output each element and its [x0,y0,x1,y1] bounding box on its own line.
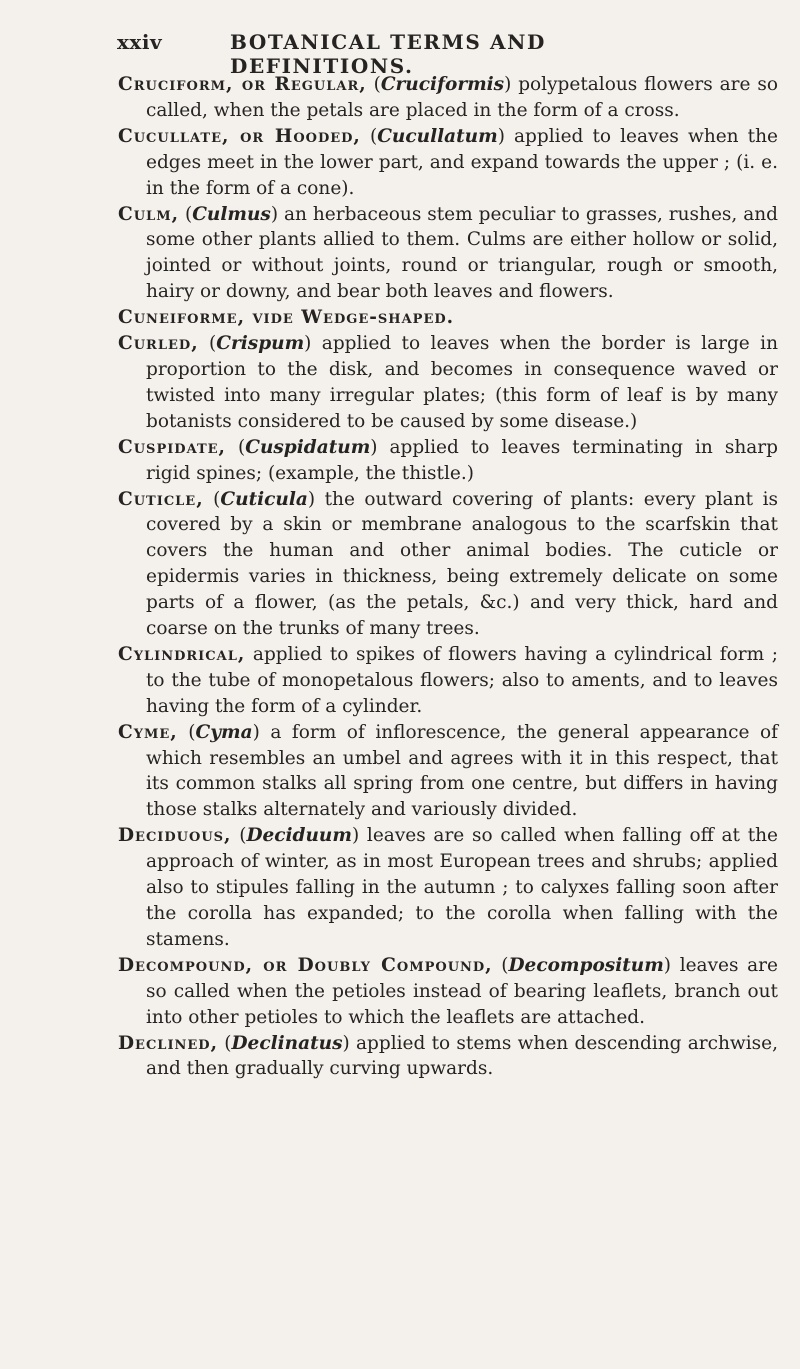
entry-definition: a form of inflorescence, the general appearance of which resembles an umbel and agrees with it in this respect, that its common stalks all spring from one centre, but differs in having those stalks alternately and variously divided. [146,721,778,821]
glossary-entry-decompound: Decompound, or Doubly Compound, (Decompositum) leaves are so called when the petioles instead of bearing leaflets, branch out into other petioles to which the leaflets are attached. [118,954,778,1028]
entry-term: Deciduous, [118,825,232,847]
entry-term: Cuticle, [118,488,204,510]
entry-definition: polypetalous flowers are so called, when the petals are placed in the form of a cross. [146,74,778,121]
glossary-entry-cucullate: Cucullate, or Hooded, (Cucullatum) applied to leaves when the edges meet in the lower part, and expand towards the upper ; (i. e. in the form of a cone). [118,125,778,199]
entry-latin: Cruciformis [380,74,505,95]
page-number: xxiv [117,30,163,54]
entry-definition: leaves are so called when falling off at the approach of winter, as in most European trees and shrubs; applied also to stipules falling in the autumn ; to calyxes falling soon after the corolla has expanded; to the corolla when falling with the stamens. [146,825,779,950]
entry-term: Cuneiforme, vide Wedge-shaped. [118,307,455,329]
entry-definition: the outward covering of plants: every plant is covered by a skin or membrane analogous to the scarfskin that covers the human and other animal bodies. The cuticle or epidermis varies in thickness, being extremely delicate on some parts of a flower, (as the petals, &c.) and very thick, hard and coarse on the trunks of many trees. [146,488,778,640]
entry-latin: Culmus [192,203,271,225]
glossary-entry-culm: Culm, (Culmus) an herbaceous stem peculiar to grasses, rushes, and some other plants allied to them. Culms are either hollow or solid, jointed or without joints, round or triangular, rough or smooth, hairy or downy, and bear both leaves and flowers. [118,203,778,303]
glossary-entry-deciduous: Deciduous, (Deciduum) leaves are so called when falling off at the approach of winter, as in most European trees and shrubs; applied also to stipules falling in the autumn ; to calyxes falling soon after the corolla has expanded; to the corolla when falling with the stamens. [118,825,779,950]
entry-term: Culm, [118,203,180,225]
glossary-entry-declined: Declined, (Declinatus) applied to stems when descending archwise, and then gradually curving upwards. [118,1032,778,1080]
entry-definition: applied to spikes of flowers having a cylindrical form ; to the tube of monopetalous flowers; also to aments, and to leaves having the form of a cylinder. [146,643,779,717]
entry-definition: applied to stems when descending archwise, and then gradually curving upwards. [146,1032,778,1080]
entry-latin: Decompositum [508,954,664,976]
entry-latin: Cucullatum [377,125,498,147]
entry-definition: leaves are so called when the petioles instead of bearing leaflets, branch out into other petioles to which the leaflets are attached. [146,954,778,1028]
entry-term: Cylindrical, [118,643,246,665]
entry-latin: Cuticula [220,488,308,510]
entry-latin: Declinatus [231,1032,343,1054]
glossary-entry-cuneiforme [118,305,778,331]
entry-latin: Crispum [216,333,305,355]
entry-latin: Cuspidatum [245,436,371,458]
entry-definition: applied to leaves when the border is large in proportion to the disk, and becomes in consequence waved or twisted into many irregular plates; (this form of leaf is by many botanists considered to be caused by some disease.) [146,333,778,432]
entry-term: Decompound, or Doubly Compound, [118,954,493,976]
entry-term: Cuspidate, [118,436,226,458]
entry-latin: Deciduum [246,825,352,847]
glossary-entry-curled: Curled, (Crispum) applied to leaves when the border is large in proportion to the disk, and becomes in consequence waved or twisted into many irregular plates; (this form of leaf is by many botanists considered to be caused by some disease.) [118,333,778,432]
entry-term: Cruciform, or Regular, [118,74,367,95]
glossary-entry-cuspidate: Cuspidate, (Cuspidatum) applied to leaves terminating in sharp rigid spines; (example, the thistle.) [118,436,778,484]
glossary-entries [118,72,778,1082]
entry-definition: applied to leaves terminating in sharp rigid spines; (example, the thistle.) [146,436,778,484]
glossary-entry-cruciform: Cruciform, or Regular, (Cruciformis) polypetalous flowers are so called, when the petals are placed in the form of a cross. [118,74,778,121]
entry-term: Cyme, [118,721,178,743]
glossary-entry-cylindrical [118,642,778,720]
entry-term: Declined, [118,1032,219,1054]
entry-term: Curled, [118,333,199,355]
entry-term: Cucullate, or Hooded, [118,125,361,147]
entry-definition: applied to leaves when the edges meet in the lower part, and expand towards the upper ; (i. e. in the form of a cone). [146,125,778,199]
running-head [117,30,717,78]
glossary-entry-cuticle: Cuticle, (Cuticula) the outward covering of plants: every plant is covered by a skin or membrane analogous to the scarfskin that covers the human and other animal bodies. The cuticle or epidermis varies in thickness, being extremely delicate on some parts of a flower, (as the petals, &c.) and very thick, hard and coarse on the trunks of many trees. [118,488,778,640]
glossary-entry-cyme: Cyme, (Cyma) a form of inflorescence, the general appearance of which resembles an umbel and agrees with it in this respect, that its common stalks all spring from one centre, but differs in having those stalks alternately and variously divided. [118,721,778,821]
entry-definition: an herbaceous stem peculiar to grasses, rushes, and some other plants allied to them. Culms are either hollow or solid, jointed or without joints, round or triangular, rough or smooth, hairy or downy, and bear both leaves and flowers. [146,203,778,303]
entry-latin: Cyma [195,721,253,743]
page-title: BOTANICAL TERMS AND DEFINITIONS. [230,30,546,78]
